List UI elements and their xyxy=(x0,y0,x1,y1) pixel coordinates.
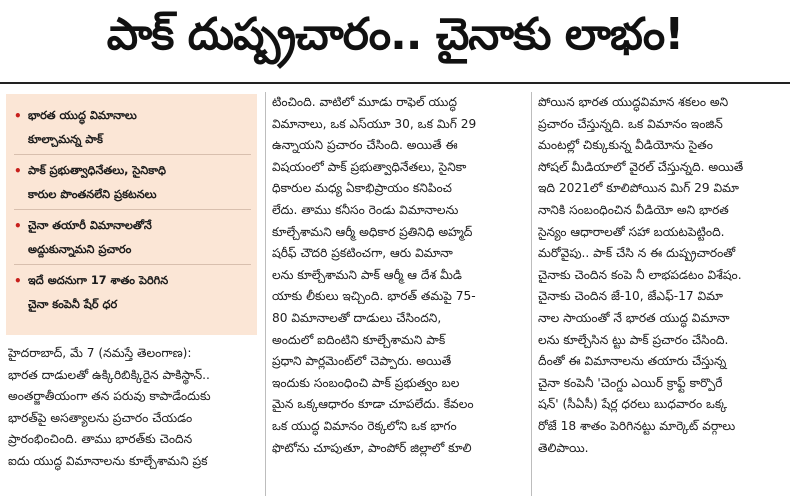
article-column-3 xyxy=(538,92,786,459)
article-line: సోషల్ మీడియాలో వైరల్ చేస్తున్నది. అయితే xyxy=(538,159,744,174)
column-divider xyxy=(531,92,532,496)
bullet-icon: • xyxy=(14,164,22,178)
article-line: యాకు లీకులు ఇచ్చింది. భారత్ తమపై 75- xyxy=(272,289,476,304)
highlight-item xyxy=(14,269,251,319)
article-line: పోయిన భారత యుద్ధవిమాన శకలం అని xyxy=(538,95,729,109)
article-line: షన్' (సీఏసీ) షేర్ల ధరలు బుధవారం ఒక్క xyxy=(538,397,728,412)
article-line: ఒక యుద్ధ విమానం రెక్కలోని ఒక భాగం xyxy=(272,418,457,433)
article-line: కూల్చేశామని ఆర్మీ అధికార ప్రతినిధి అహ్మద్ xyxy=(272,224,473,239)
article-line: లను కూల్చేసిన ట్టు పాక్ ప్రచారం చేసింది. xyxy=(538,332,729,347)
article-line: ప్రధాని పార్లమెంట్‌లో చెప్పారు. అయితే xyxy=(272,354,452,369)
article-line: ఫొటోను చూపుతూ, పాంపోర్ జిల్లాలో కూలి xyxy=(272,440,472,455)
article-line: అంతర్జాతీయంగా తన పరువు కాపాడేందుకు xyxy=(8,389,211,404)
article-line: ప్రచారం చేస్తున్నది. ఒక విమానం ఇంజిన్ xyxy=(538,116,723,131)
article-line: ఇందుకు సంబంధించి పాక్ ప్రభుత్వం బల xyxy=(272,375,460,390)
article-line: నాల సాయంతో నే భారత యుద్ధ విమానా xyxy=(538,310,730,325)
headline: పాక్ దుష్ప్రచారం.. చైనాకు లాభం! xyxy=(106,9,684,60)
article-line: టించింది. వాటిలో మూడు రాఫెల్ యుద్ధ xyxy=(272,95,457,109)
highlight-text: చైనా తయారీ విమానాలతోనే అద్దుకున్నామని ప్రచారం xyxy=(28,219,152,256)
article-column-2 xyxy=(272,92,526,459)
article-line: విషయంలో పాక్ ప్రభుత్వాధినేతలు, సైనికా xyxy=(272,159,467,174)
article-line: చైనా కంపెనీ 'చెంగ్డు ఎయిర్ క్రాఫ్ట్ కార్పొరే xyxy=(538,375,723,390)
article-line: అందులో ఐదింటిని కూల్చేశామని పాక్ xyxy=(272,332,446,347)
article-line: షరీఫ్ చౌదరి ప్రకటించగా, ఆరు విమానా xyxy=(272,246,453,261)
column-divider xyxy=(265,92,266,496)
article-line: ఉన్నాయని ప్రచారం చేసింది. అయితే ఈ xyxy=(272,138,458,153)
highlight-text: భారత యుద్ధ విమానాలు కూల్చామన్న పాక్ xyxy=(28,109,137,146)
bullet-icon: • xyxy=(14,219,22,233)
article-line: హైదరాబాద్, మే 7 (నమస్తే తెలంగాణ): xyxy=(8,346,192,360)
highlight-text: పాక్ ప్రభుత్వాధినేతలు, సైనికాధి కారుల పొంతనలేని ప్రకటనలు xyxy=(28,164,166,201)
highlights-box xyxy=(6,94,257,335)
article-line: మరోవైపు.. పాక్ చేసి న ఈ దుష్ప్రచారంతో xyxy=(538,246,736,261)
article-line: చైనాకు చెందిన కంపె నీ లాభపడటం విశేషం. xyxy=(538,267,742,282)
highlight-text: ఇదే అదనుగా 17 శాతం పెరిగిన చైనా కంపెనీ షేర్ ధర xyxy=(28,274,169,311)
article-line: లను కూల్చేశామని పాక్ ఆర్మీ ఆ దేశ మీడి xyxy=(272,267,462,282)
bullet-icon: • xyxy=(14,274,22,288)
article-line: విమానాలు, ఒక ఎస్‌యూ 30, ఒక మిగ్ 29 xyxy=(272,116,477,131)
article-line: తెలిపాయి. xyxy=(538,440,589,455)
article-line: నానికి సంబంధించిన వీడియో అని భారత xyxy=(538,202,729,217)
article-line: మైన ఒక్కఆధారం కూడా చూపలేదు. కేవలం xyxy=(272,397,474,412)
article-line: చైనాకు చెందిన జే-10, జేఎఫ్-17 విమా xyxy=(538,289,723,304)
article-line: దీంతో ఈ విమానాలను తయారు చేస్తున్న xyxy=(538,354,727,369)
article-line: భారత్‌పై అసత్యాలను ప్రచారం చేయడం xyxy=(8,410,193,425)
highlight-item xyxy=(14,214,251,265)
article-line: లేదు. తాము కనీసం రెండు విమానాలను xyxy=(272,202,459,217)
article-line: 80 విమానాలతో దాడులు చేసిందని, xyxy=(272,310,442,325)
article-column-1 xyxy=(8,343,260,473)
article-line: మంటల్లో చిక్కుకున్న వీడియోను సైతం xyxy=(538,138,713,153)
highlight-item xyxy=(14,104,251,155)
article-line: భారత దాడులతో ఉక్కిరిబిక్కిరైన పాకిస్థాన్.. xyxy=(8,367,210,382)
article-line: రోజే 18 శాతం పెరిగినట్టు మార్కెట్ వర్గాలు xyxy=(538,418,736,433)
headline-rule xyxy=(0,82,790,84)
article-line: ఇది 2021లో కూలిపోయిన మిగ్ 29 విమా xyxy=(538,181,739,196)
highlight-item xyxy=(14,159,251,210)
article-line: ప్రారంభించింది. తాము భారత్‌కు చెందిన xyxy=(8,432,193,447)
bullet-icon: • xyxy=(14,109,22,123)
article-line: ధికారుల మధ్య ఏకాభిప్రాయం కనిపించ xyxy=(272,181,452,196)
article-line: సైన్యం ఆధారాలతో సహా బయటపెట్టింది. xyxy=(538,224,725,239)
article-line: ఐదు యుద్ధ విమానాలను కూల్చేశామని ప్రక xyxy=(8,453,208,468)
